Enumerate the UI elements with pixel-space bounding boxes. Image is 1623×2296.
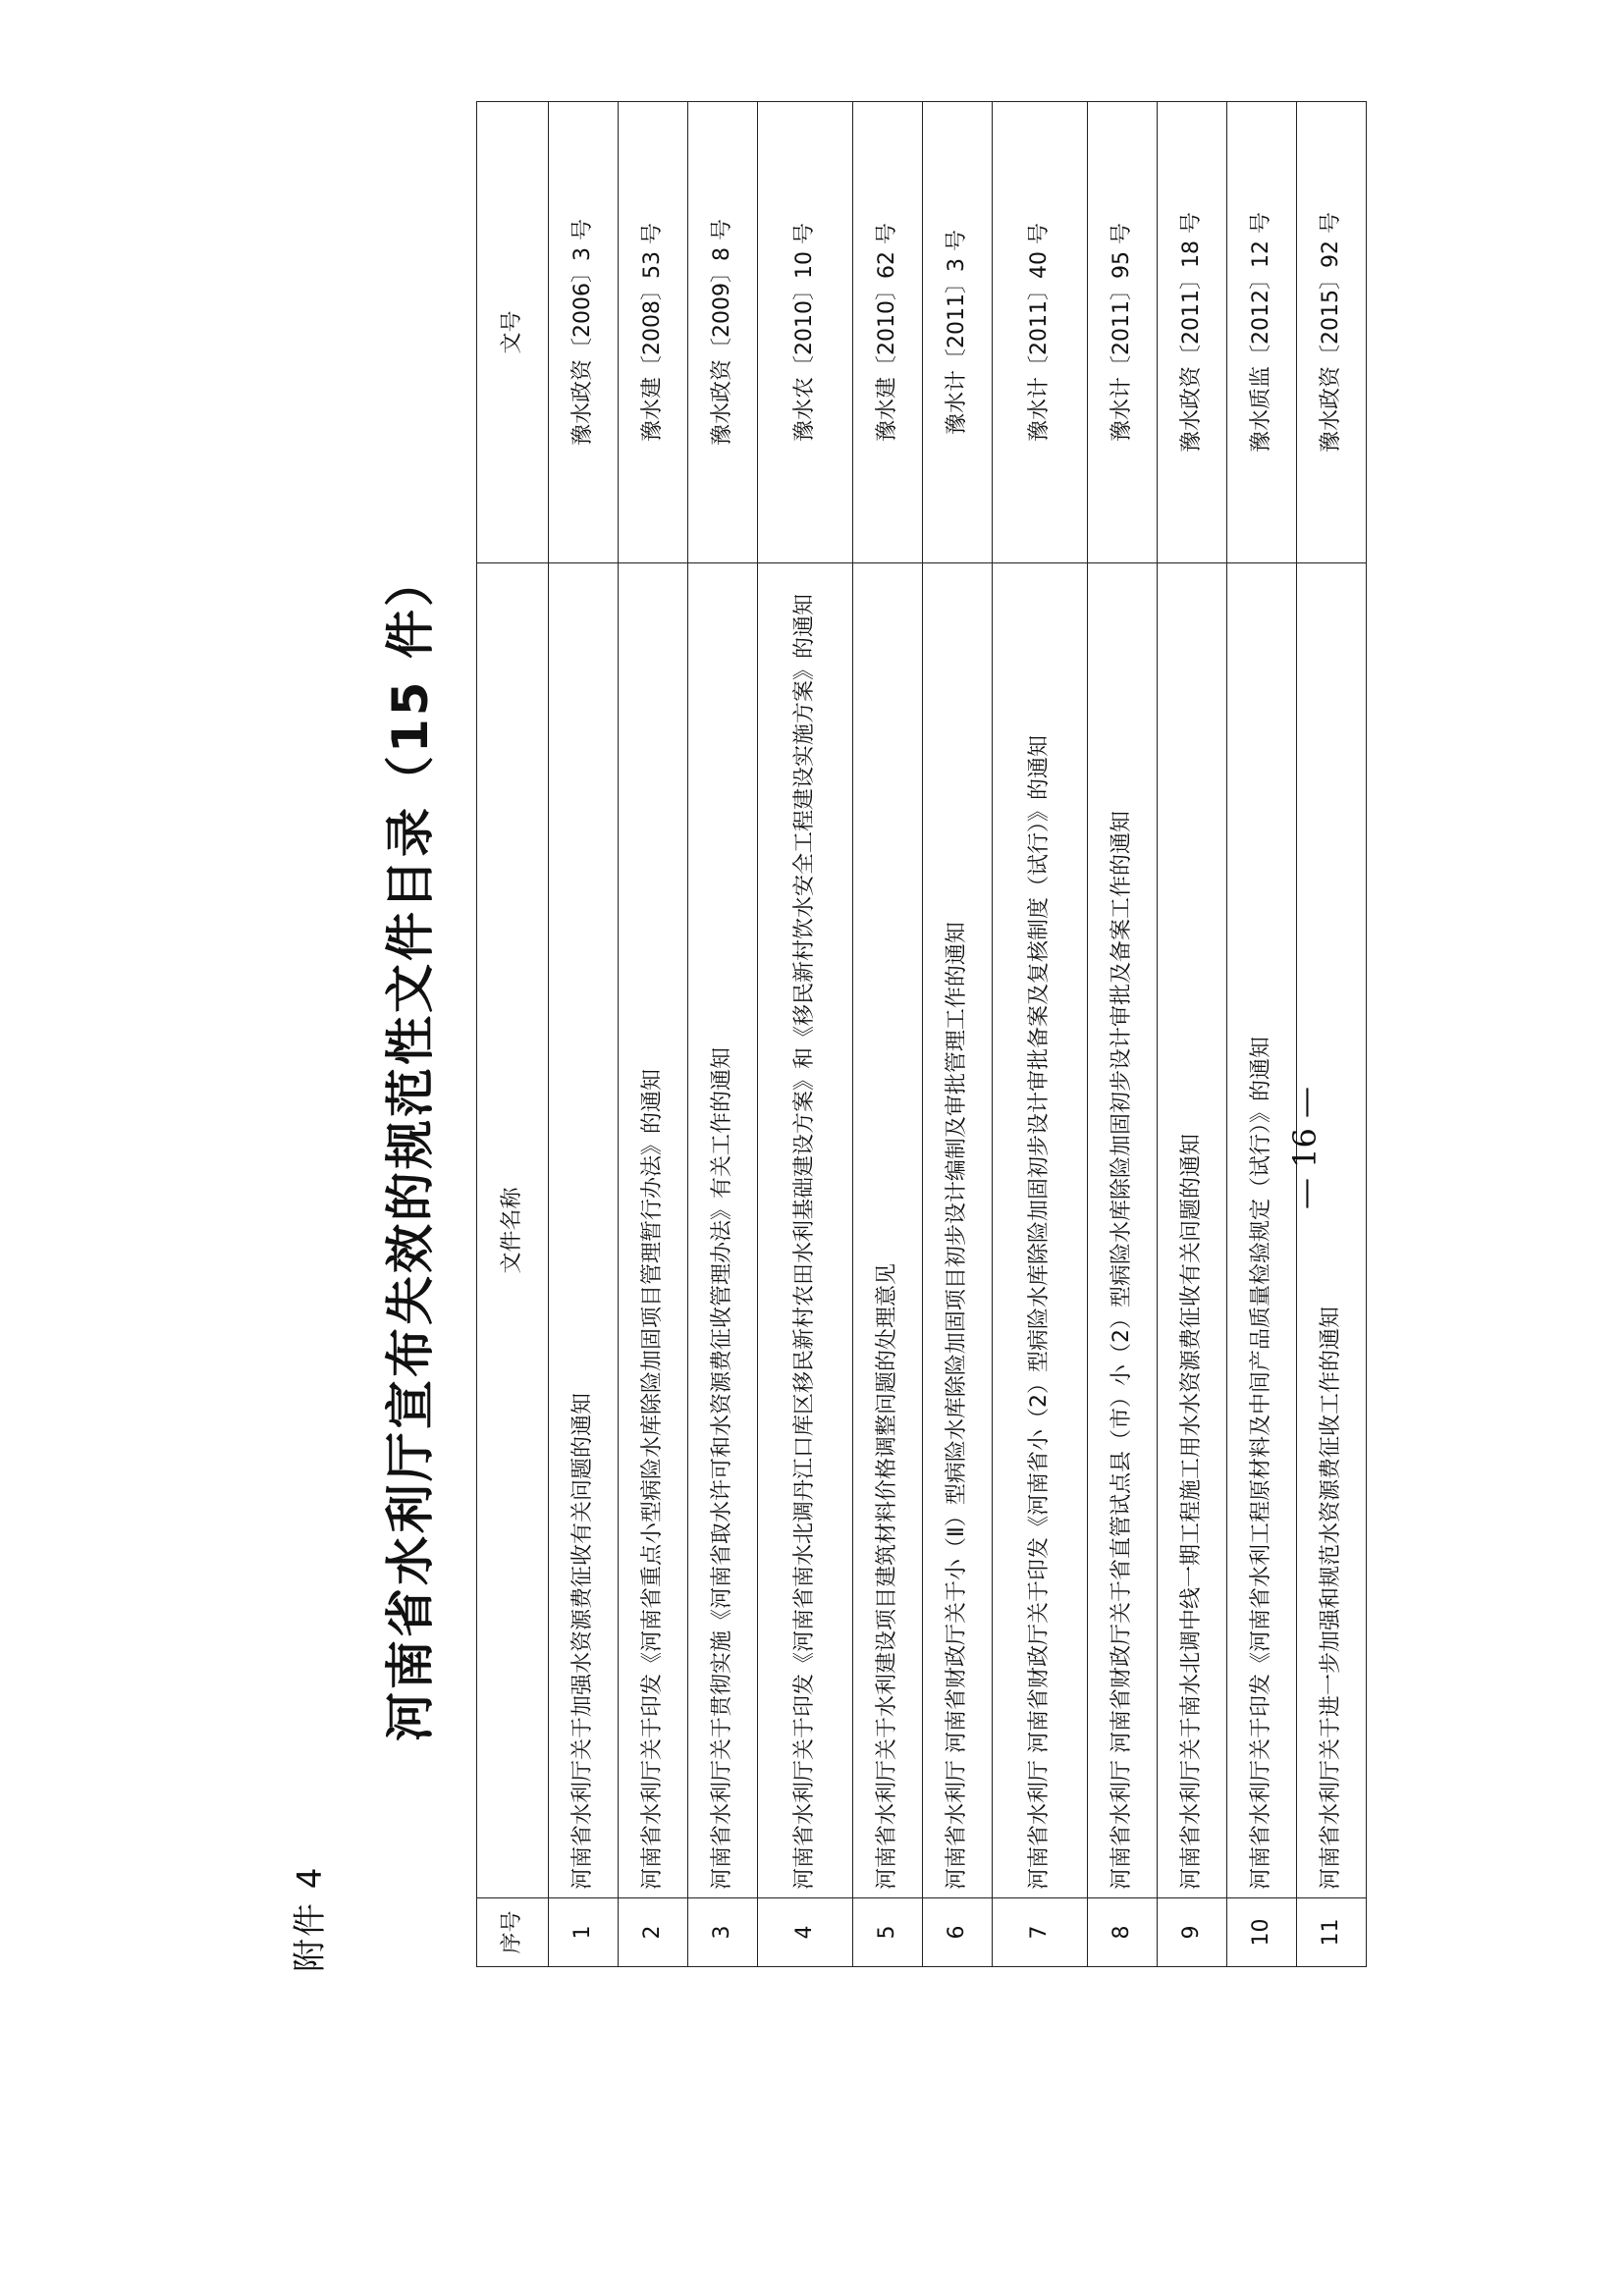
document-name: 河南省水利厅关于水利建设项目建筑材料价格调整问题的处理意见 <box>853 563 923 1898</box>
document-name: 河南省水利厅关于进一步加强和规范水资源费征收工作的通知 <box>1297 563 1367 1898</box>
table-row <box>549 102 619 1967</box>
document-name: 河南省水利厅关于印发《河南省水利工程原材料及中间产品质量检验规定（试行）》的通知 <box>1227 563 1297 1898</box>
row-number: 9 <box>1158 1898 1227 1967</box>
row-number: 1 <box>549 1898 619 1967</box>
table-header-row <box>477 102 549 1967</box>
table-row <box>1158 102 1227 1967</box>
document-list-table <box>476 101 1367 1967</box>
document-code: 豫水质监〔2012〕12 号 <box>1227 102 1297 563</box>
table-row <box>688 102 758 1967</box>
header-code: 文号 <box>477 102 549 563</box>
row-number: 8 <box>1088 1898 1158 1967</box>
table-row <box>619 102 688 1967</box>
page-title: 河南省水利厅宣布失效的规范性文件目录（15 件） <box>382 555 439 1741</box>
row-number: 2 <box>619 1898 688 1967</box>
table-row <box>853 102 923 1967</box>
row-number: 4 <box>758 1898 853 1967</box>
header-no: 序号 <box>477 1898 549 1967</box>
table-row <box>923 102 993 1967</box>
document-code: 豫水建〔2008〕53 号 <box>619 102 688 563</box>
document-name: 河南省水利厅关于印发《河南省重点小型病险水库除险加固项目管理暂行办法》的通知 <box>619 563 688 1898</box>
attachment-label: 附件 4 <box>291 1865 330 1972</box>
table-row <box>993 102 1088 1967</box>
document-code: 豫水政资〔2015〕92 号 <box>1297 102 1367 563</box>
document-name: 河南省水利厅 河南省财政厅关于小（Ⅱ）型病险水库除险加固项目初步设计编制及审批管理工作的通知 <box>923 563 993 1898</box>
row-number: 10 <box>1227 1898 1297 1967</box>
document-code: 豫水计〔2011〕3 号 <box>923 102 993 563</box>
document-code: 豫水政资〔2009〕8 号 <box>688 102 758 563</box>
row-number: 6 <box>923 1898 993 1967</box>
row-number: 11 <box>1297 1898 1367 1967</box>
row-number: 7 <box>993 1898 1088 1967</box>
table-body <box>549 102 1367 1967</box>
page-number: — 16 — <box>1286 1086 1324 1210</box>
document-name: 河南省水利厅关于南水北调中线一期工程施工用水水资源费征收有关问题的通知 <box>1158 563 1227 1898</box>
document-name: 河南省水利厅关于印发《河南省南水北调丹江口库区移民新村农田水利基础建设方案》和《移民新村饮水安全工程建设实施方案》的通知 <box>758 563 853 1898</box>
table-row <box>758 102 853 1967</box>
document-name: 河南省水利厅关于加强水资源费征收有关问题的通知 <box>549 563 619 1898</box>
document-code: 豫水建〔2010〕62 号 <box>853 102 923 563</box>
document-name: 河南省水利厅 河南省财政厅关于印发《河南省小（2）型病险水库除险加固初步设计审批备案及复核制度（试行）》的通知 <box>993 563 1088 1898</box>
header-name: 文件名称 <box>477 563 549 1898</box>
document-code: 豫水政资〔2011〕18 号 <box>1158 102 1227 563</box>
row-number: 5 <box>853 1898 923 1967</box>
row-number: 3 <box>688 1898 758 1967</box>
document-name: 河南省水利厅 河南省财政厅关于省直管试点县（市）小（2）型病险水库除险加固初步设计审批及备案工作的通知 <box>1088 563 1158 1898</box>
document-name: 河南省水利厅关于贯彻实施《河南省取水许可和水资源费征收管理办法》有关工作的通知 <box>688 563 758 1898</box>
document-code: 豫水计〔2011〕95 号 <box>1088 102 1158 563</box>
document-code: 豫水农〔2010〕10 号 <box>758 102 853 563</box>
document-code: 豫水计〔2011〕40 号 <box>993 102 1088 563</box>
table-row <box>1088 102 1158 1967</box>
document-code: 豫水政资〔2006〕3 号 <box>549 102 619 563</box>
